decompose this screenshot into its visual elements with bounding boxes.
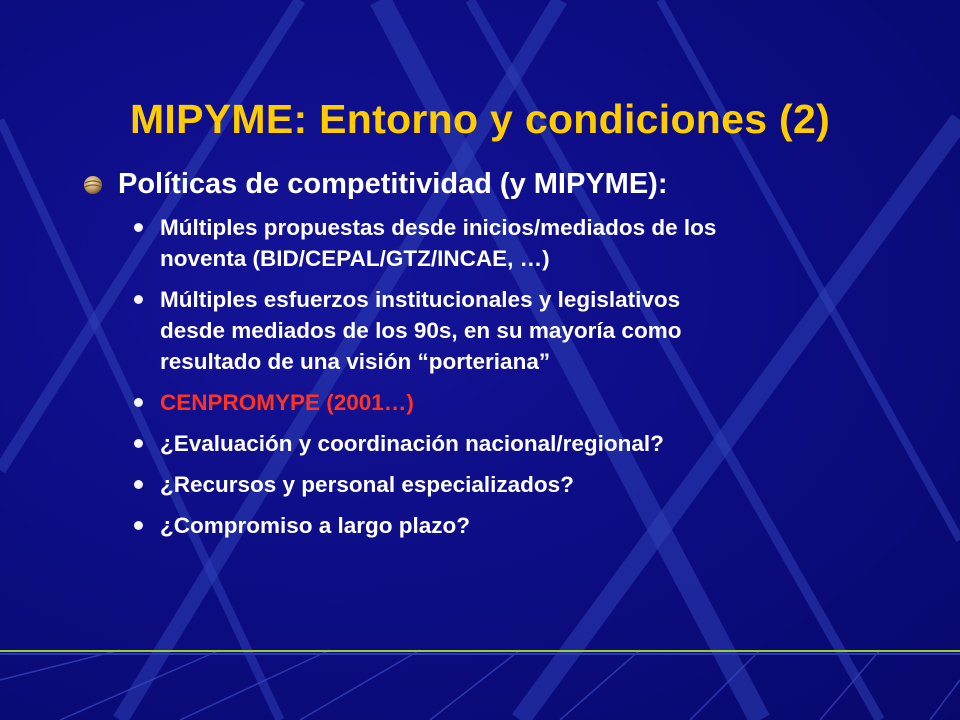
decor-thin-line <box>60 650 220 720</box>
list-item <box>132 284 958 377</box>
heading-row <box>82 168 668 201</box>
list-item <box>132 469 958 500</box>
list-item-line: noventa (BID/CEPAL/GTZ/INCAE, …) <box>160 246 550 271</box>
bullet-dot-icon <box>134 295 143 304</box>
list-item-line: desde mediados de los 90s, en su mayoría como <box>160 318 682 343</box>
bullet-dot-icon <box>134 480 143 489</box>
list-item-line: Múltiples propuestas desde inicios/mediados de los <box>160 215 717 240</box>
list-item-line: ¿Compromiso a largo plazo? <box>160 513 471 538</box>
list-item-highlighted <box>132 387 958 418</box>
section-heading: Políticas de competitividad (y MIPYME): <box>118 168 668 200</box>
list-item <box>132 510 958 541</box>
list-item <box>132 428 958 459</box>
sphere-bullet-icon <box>82 174 104 196</box>
bullet-dot-icon <box>134 439 143 448</box>
bullet-dot-icon <box>134 223 143 232</box>
list-item-line: CENPROMYPE (2001…) <box>160 390 414 415</box>
slide-title: MIPYME: Entorno y condiciones (2) <box>129 96 831 142</box>
decor-thin-line <box>430 650 520 720</box>
decor-thin-line <box>930 680 960 720</box>
bullet-dot-icon <box>134 521 143 530</box>
bullet-list <box>132 212 958 551</box>
list-item-line: resultado de una visión “porteriana” <box>160 349 551 374</box>
decor-thin-line <box>300 650 420 720</box>
list-item <box>132 212 958 274</box>
list-item-line: ¿Recursos y personal especializados? <box>160 472 574 497</box>
list-item-line: Múltiples esfuerzos institucionales y legislativos <box>160 287 681 312</box>
list-item-line: ¿Evaluación y coordinación nacional/regional? <box>160 431 664 456</box>
bullet-dot-icon <box>134 398 143 407</box>
